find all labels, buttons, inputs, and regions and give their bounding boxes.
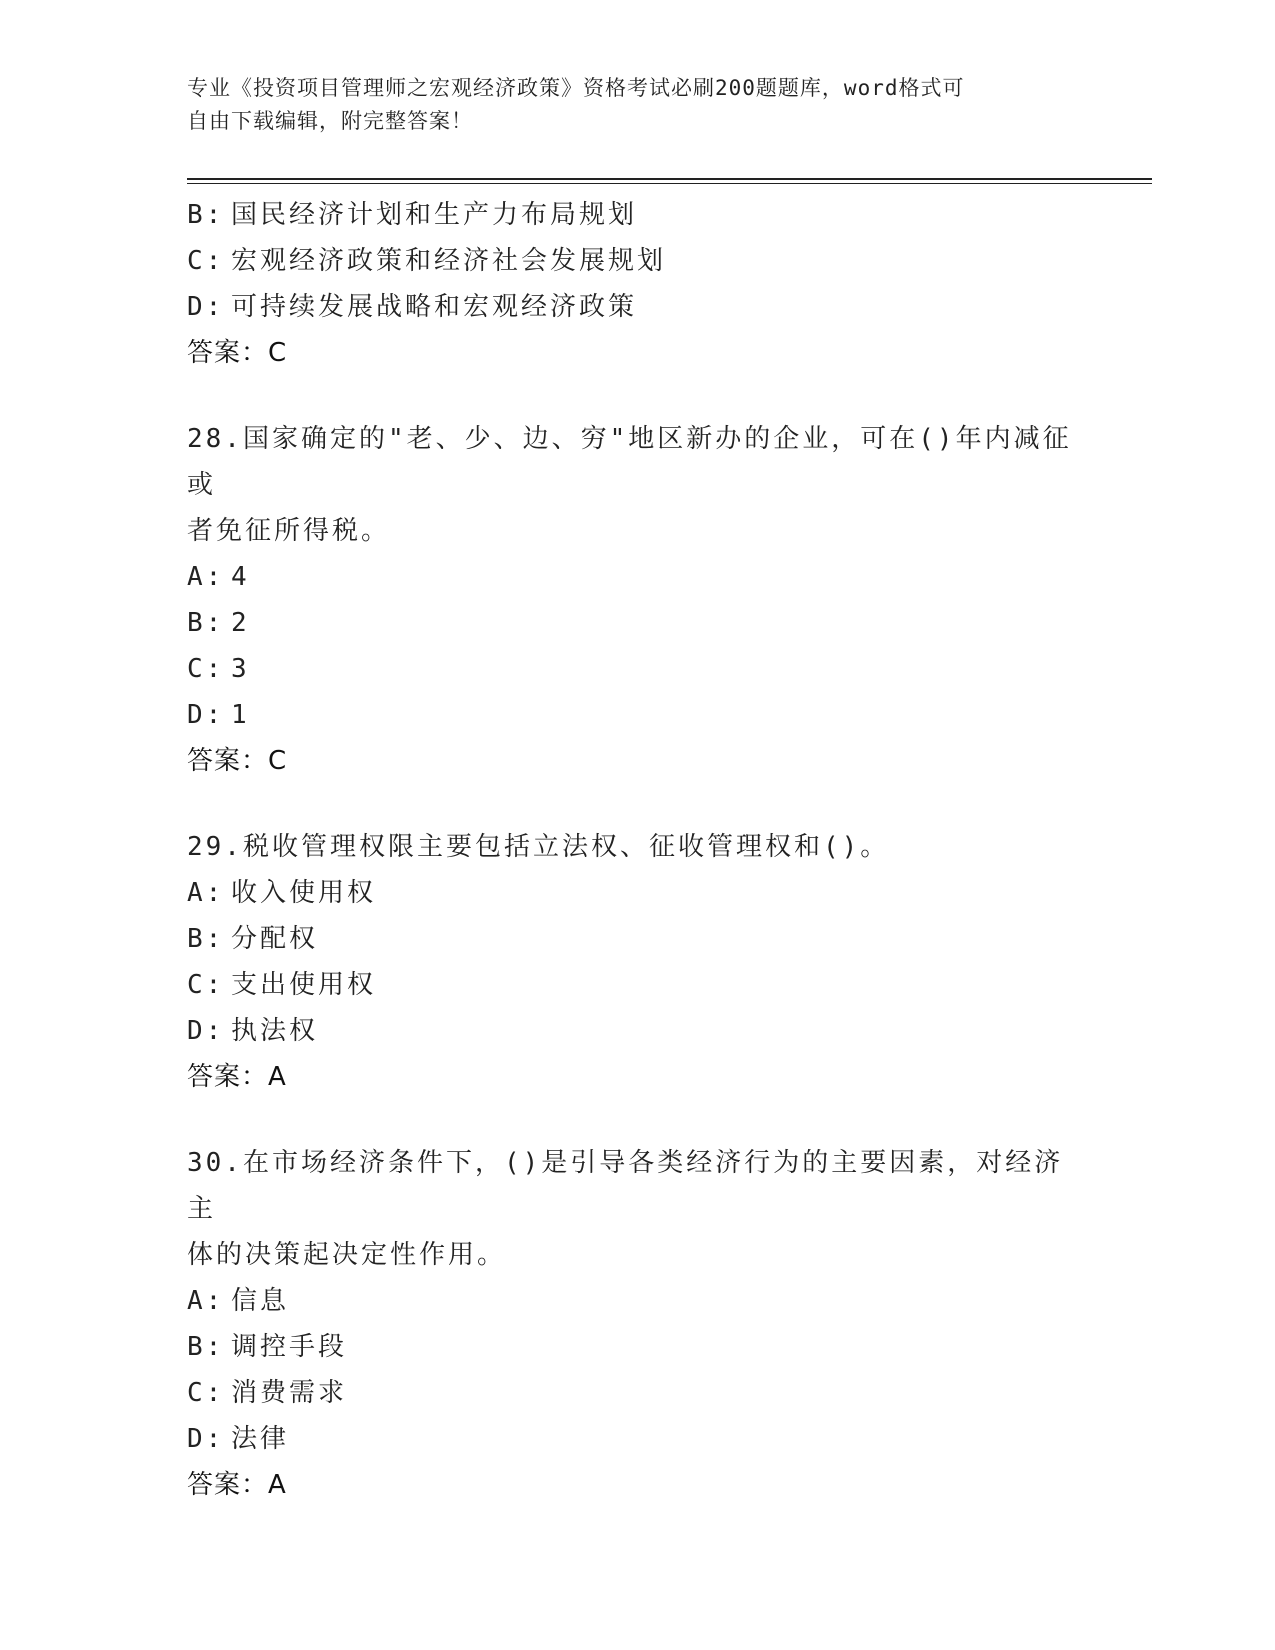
option-b <box>187 192 1087 238</box>
question-text-line-1: 28.国家确定的"老、少、边、穷"地区新办的企业，可在()年内减征或 <box>187 424 1072 500</box>
option-label: D: <box>187 292 225 322</box>
option-label: C: <box>187 1378 225 1408</box>
option-text: 法律 <box>231 1424 290 1454</box>
answer-line: 答案：C <box>187 338 288 368</box>
option-b <box>187 916 1087 962</box>
option-text: 执法权 <box>231 1016 319 1046</box>
option-a <box>187 1278 1087 1324</box>
option-text: 信息 <box>231 1286 290 1316</box>
question-text-line-1: 29.税收管理权限主要包括立法权、征收管理权和()。 <box>187 832 890 862</box>
option-label: B: <box>187 608 225 638</box>
answer-line: 答案：A <box>187 1470 287 1500</box>
header-divider-thin <box>187 183 1152 184</box>
question-text-line-2: 者免征所得税。 <box>187 516 391 546</box>
option-b <box>187 600 1087 646</box>
option-label: D: <box>187 1016 225 1046</box>
option-text: 收入使用权 <box>231 878 377 908</box>
option-label: D: <box>187 1424 225 1454</box>
option-text: 分配权 <box>231 924 319 954</box>
option-d <box>187 1416 1087 1462</box>
option-label: B: <box>187 1332 225 1362</box>
question-28 <box>187 416 1087 784</box>
option-label: C: <box>187 246 225 276</box>
question-text-line-2: 体的决策起决定性作用。 <box>187 1240 507 1270</box>
document-header <box>187 72 1067 138</box>
option-b <box>187 1324 1087 1370</box>
question-text-line-1: 30.在市场经济条件下，()是引导各类经济行为的主要因素，对经济主 <box>187 1148 1064 1224</box>
option-text: 4 <box>231 562 250 592</box>
header-title-line-2: 自由下载编辑，附完整答案！ <box>187 109 473 133</box>
option-text: 3 <box>231 654 250 684</box>
answer-line: 答案：C <box>187 746 288 776</box>
option-text: 宏观经济政策和经济社会发展规划 <box>231 246 667 276</box>
option-text: 2 <box>231 608 250 638</box>
option-text: 消费需求 <box>231 1378 348 1408</box>
header-title-line-1: 专业《投资项目管理师之宏观经济政策》资格考试必刷200题题库，word格式可 <box>187 76 965 100</box>
option-label: B: <box>187 924 225 954</box>
header-divider-thick <box>187 178 1152 180</box>
option-text: 可持续发展战略和宏观经济政策 <box>231 292 638 322</box>
option-text: 调控手段 <box>231 1332 348 1362</box>
continued-question <box>187 192 1087 376</box>
option-label: C: <box>187 654 225 684</box>
option-d <box>187 1008 1087 1054</box>
answer-line: 答案：A <box>187 1062 287 1092</box>
option-c <box>187 1370 1087 1416</box>
question-content <box>187 192 1087 1508</box>
option-c <box>187 962 1087 1008</box>
option-label: D: <box>187 700 225 730</box>
option-label: B: <box>187 200 225 230</box>
option-c <box>187 238 1087 284</box>
option-label: C: <box>187 970 225 1000</box>
option-d <box>187 284 1087 330</box>
option-label: A: <box>187 562 225 592</box>
question-30 <box>187 1140 1087 1508</box>
option-text: 国民经济计划和生产力布局规划 <box>231 200 638 230</box>
question-29 <box>187 824 1087 1100</box>
option-d <box>187 692 1087 738</box>
option-label: A: <box>187 1286 225 1316</box>
option-text: 1 <box>231 700 250 730</box>
option-c <box>187 646 1087 692</box>
option-a <box>187 870 1087 916</box>
option-a <box>187 554 1087 600</box>
option-text: 支出使用权 <box>231 970 377 1000</box>
option-label: A: <box>187 878 225 908</box>
